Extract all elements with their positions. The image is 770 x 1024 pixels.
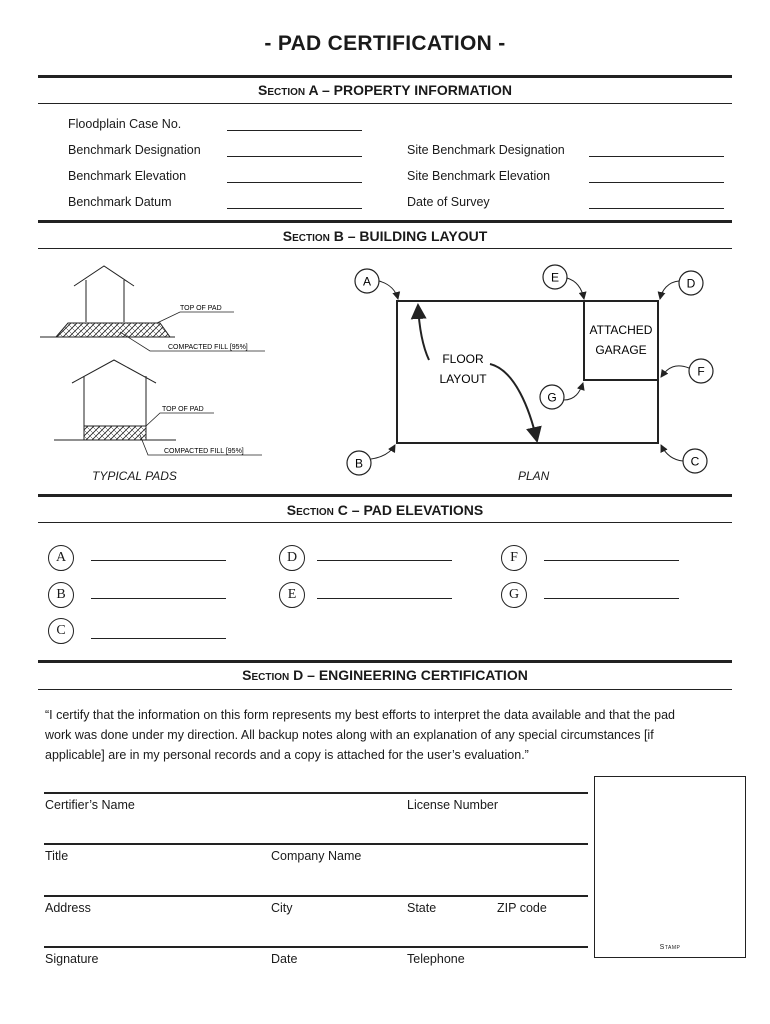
company-name-label: Company Name bbox=[271, 849, 362, 863]
benchmark-designation-label: Benchmark Designation bbox=[68, 143, 201, 157]
floor-layout-arrow-up bbox=[418, 305, 429, 360]
typical-pads-diagram bbox=[0, 250, 300, 490]
elevation-d-field[interactable] bbox=[317, 560, 452, 561]
state-label: State bbox=[407, 901, 437, 915]
elevation-b-marker: B bbox=[48, 582, 74, 608]
section-b-header: Section B – BUILDING LAYOUT bbox=[282, 228, 488, 244]
garage-label-2: GARAGE bbox=[595, 343, 647, 357]
certification-statement: “I certify that the information on this form represents my best efforts to interpret the data available and that the pad work was done under my direction. All backup notes along with an explanation of any special circumstances [if applicable] are in my personal records and a copy is attached for the user’s evaluation.” bbox=[45, 708, 675, 762]
section-d-header: Section D – ENGINEERING CERTIFICATION bbox=[242, 667, 528, 683]
point-d-callout[interactable] bbox=[660, 271, 703, 299]
upper-pad-fill bbox=[56, 323, 170, 337]
point-g-label: G bbox=[547, 390, 557, 405]
point-g-callout[interactable] bbox=[540, 383, 583, 409]
city-label: City bbox=[271, 901, 293, 915]
plan-diagram bbox=[330, 250, 750, 490]
telephone-label: Telephone bbox=[407, 952, 465, 966]
point-f-callout[interactable] bbox=[661, 359, 713, 383]
section-c-rule-bottom bbox=[38, 522, 732, 523]
elevation-f-marker: F bbox=[501, 545, 527, 571]
point-d-label: D bbox=[686, 276, 696, 291]
page-title: - PAD CERTIFICATION - bbox=[264, 32, 506, 55]
elevation-b-field[interactable] bbox=[91, 598, 226, 599]
section-c-header: Section C – PAD ELEVATIONS bbox=[286, 502, 484, 518]
section-c-rule-top bbox=[38, 494, 732, 497]
site-benchmark-elevation-field[interactable] bbox=[589, 182, 724, 183]
point-e-callout[interactable] bbox=[543, 265, 584, 299]
site-benchmark-designation-field[interactable] bbox=[589, 156, 724, 157]
license-number-label: License Number bbox=[407, 798, 499, 812]
address-label: Address bbox=[45, 901, 91, 915]
floodplain-case-field[interactable] bbox=[227, 130, 362, 131]
point-c-callout[interactable] bbox=[661, 445, 707, 473]
section-a-rule-top bbox=[38, 75, 732, 78]
section-b-rule-bottom bbox=[38, 248, 732, 249]
upper-compacted-fill-label: COMPACTED FILL [95%] bbox=[168, 344, 248, 351]
elevation-a-field[interactable] bbox=[91, 560, 226, 561]
lower-compacted-fill-label: COMPACTED FILL [95%] bbox=[164, 448, 244, 455]
date-of-survey-field[interactable] bbox=[589, 208, 724, 209]
elevation-a-marker: A bbox=[48, 545, 74, 571]
floodplain-case-label: Floodplain Case No. bbox=[68, 117, 182, 131]
upper-top-of-pad-leader bbox=[157, 312, 234, 323]
section-b-rule-top bbox=[38, 220, 732, 223]
lower-house-icon bbox=[72, 360, 156, 426]
point-a-label: A bbox=[362, 274, 372, 289]
section-d-rule-top bbox=[38, 660, 732, 663]
point-f-label: F bbox=[697, 364, 705, 379]
stamp-label: Stamp bbox=[659, 944, 681, 951]
certifier-row-rule[interactable] bbox=[44, 843, 588, 845]
elevation-g-field[interactable] bbox=[544, 598, 679, 599]
floor-layout-arrow-down bbox=[490, 364, 537, 441]
elevation-e-field[interactable] bbox=[317, 598, 452, 599]
date-of-survey-label: Date of Survey bbox=[407, 195, 490, 209]
typical-pads-caption: TYPICAL PADS bbox=[92, 469, 177, 483]
benchmark-elevation-field[interactable] bbox=[227, 182, 362, 183]
elevation-c-field[interactable] bbox=[91, 638, 226, 639]
certifier-row-top-rule bbox=[44, 792, 588, 794]
point-a-callout[interactable] bbox=[355, 269, 398, 299]
floor-layout-label-1: FLOOR bbox=[442, 352, 484, 366]
point-b-callout[interactable] bbox=[347, 445, 395, 475]
signature-label: Signature bbox=[45, 952, 99, 966]
zip-code-label: ZIP code bbox=[497, 901, 547, 915]
lower-top-of-pad-label: TOP OF PAD bbox=[162, 406, 204, 413]
elevation-e-marker: E bbox=[279, 582, 305, 608]
garage-outline bbox=[584, 301, 658, 380]
address-row-rule[interactable] bbox=[44, 946, 588, 948]
point-b-label: B bbox=[354, 456, 364, 471]
floor-layout-label-2: LAYOUT bbox=[439, 372, 487, 386]
elevation-f-field[interactable] bbox=[544, 560, 679, 561]
title-label: Title bbox=[45, 849, 69, 863]
benchmark-datum-field[interactable] bbox=[227, 208, 362, 209]
garage-label-1: ATTACHED bbox=[589, 323, 653, 337]
elevation-d-marker: D bbox=[279, 545, 305, 571]
section-a-rule-bottom bbox=[38, 103, 732, 104]
lower-top-of-pad-leader bbox=[146, 413, 214, 426]
site-benchmark-elevation-label: Site Benchmark Elevation bbox=[407, 169, 551, 183]
benchmark-datum-label: Benchmark Datum bbox=[68, 195, 172, 209]
section-a-header: Section A – PROPERTY INFORMATION bbox=[257, 82, 513, 98]
benchmark-designation-field[interactable] bbox=[227, 156, 362, 157]
elevation-c-marker: C bbox=[48, 618, 74, 644]
site-benchmark-designation-label: Site Benchmark Designation bbox=[407, 143, 565, 157]
upper-house-icon bbox=[74, 266, 134, 322]
upper-top-of-pad-label: TOP OF PAD bbox=[180, 305, 222, 312]
elevation-g-marker: G bbox=[501, 582, 527, 608]
section-d-rule-bottom bbox=[38, 689, 732, 690]
point-e-label: E bbox=[550, 270, 560, 285]
lower-pad-fill bbox=[84, 426, 146, 440]
benchmark-elevation-label: Benchmark Elevation bbox=[68, 169, 187, 183]
point-c-label: C bbox=[690, 454, 700, 469]
plan-caption: PLAN bbox=[518, 469, 550, 483]
date-label: Date bbox=[271, 952, 298, 966]
stamp-box[interactable] bbox=[594, 776, 746, 958]
certifier-name-label: Certifier’s Name bbox=[45, 798, 135, 812]
title-row-rule[interactable] bbox=[44, 895, 588, 897]
